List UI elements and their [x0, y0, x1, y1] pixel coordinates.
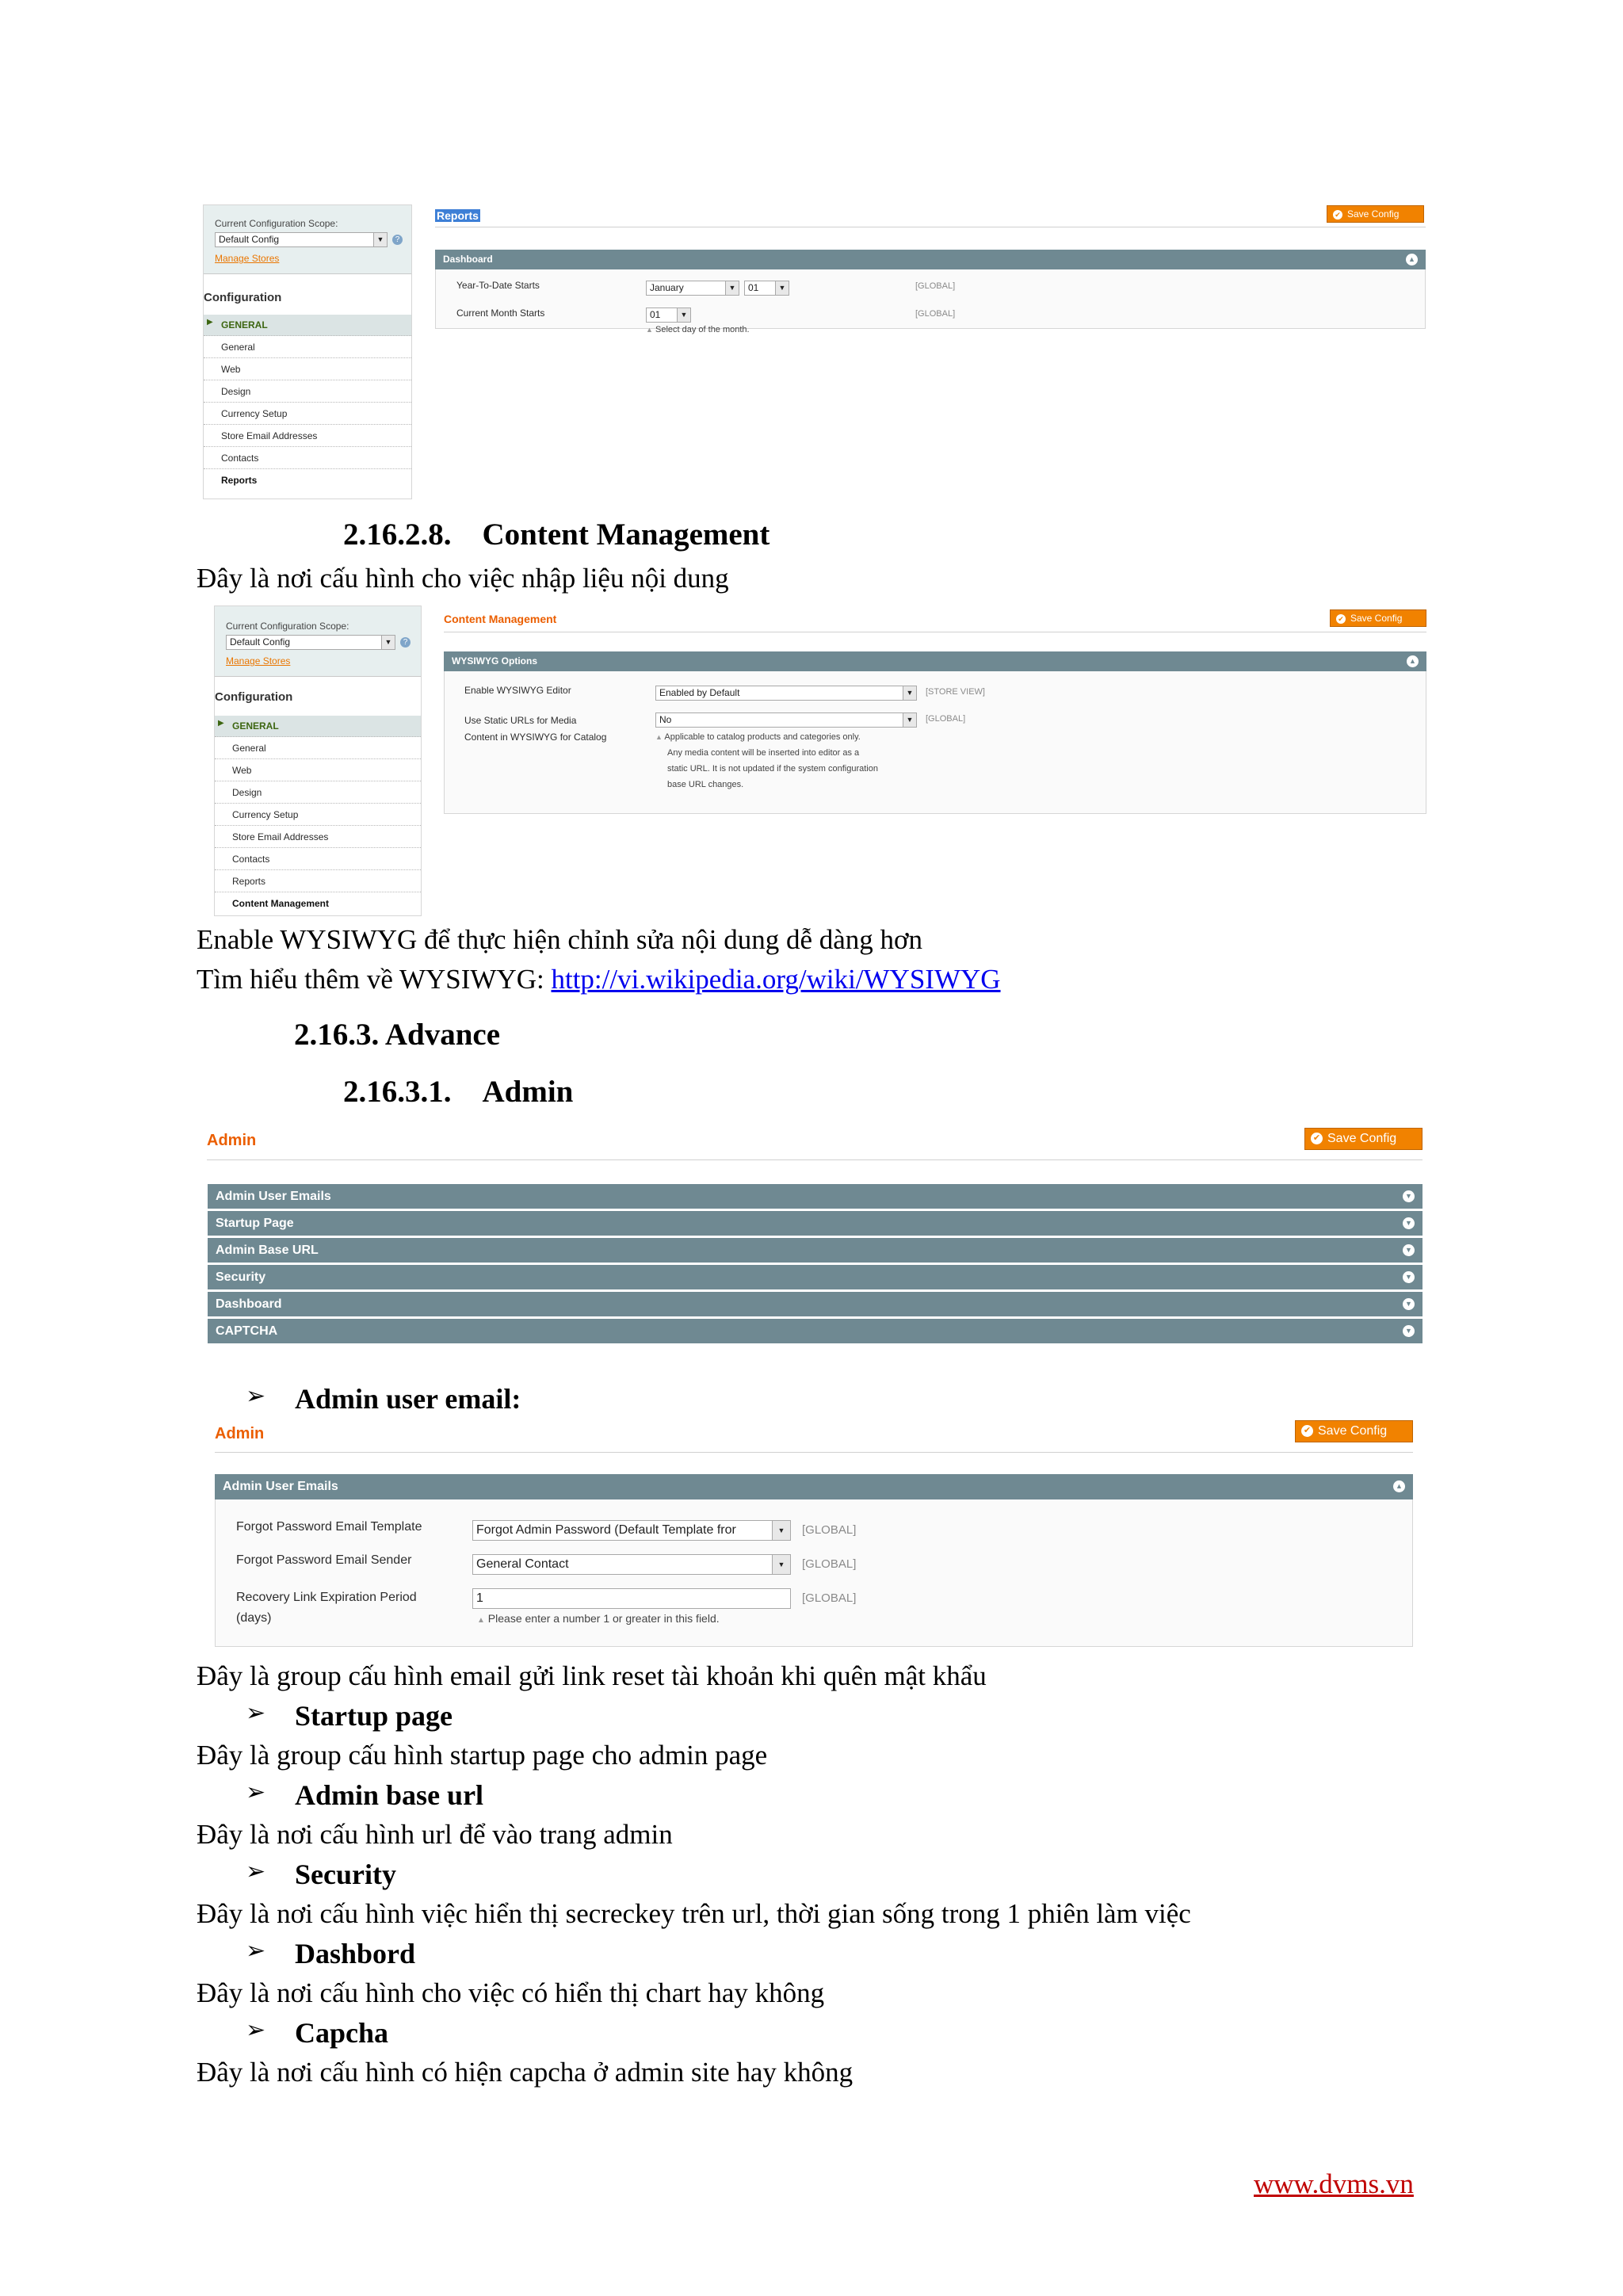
heading-admin: 2.16.3.1. Admin: [343, 1075, 574, 1109]
static-urls-value: No: [659, 714, 672, 725]
nav-item-reports[interactable]: Reports: [221, 475, 258, 486]
collapse-icon[interactable]: ▲: [1407, 655, 1419, 667]
nav-group-general[interactable]: GENERAL: [215, 716, 421, 737]
para-security: Đây là nơi cấu hình việc hiển thị secreckey trên url, thời gian sống trong 1 phiên làm việc: [197, 1898, 1191, 1929]
scope-select[interactable]: [226, 635, 395, 650]
month-day-value: 01: [650, 309, 661, 320]
nav-item-design[interactable]: Design: [215, 781, 421, 804]
nav-item-web[interactable]: Web: [215, 759, 421, 781]
field-note-static-urls: [655, 729, 878, 793]
nav-item-general[interactable]: General: [215, 737, 421, 759]
section-body: [215, 1499, 1413, 1647]
screenshot-content-management: [214, 606, 1426, 915]
para-admin-email: Đây là group cấu hình email gửi link reset tài khoản khi quên mật khẩu: [197, 1660, 987, 1691]
bullet-admin-user-email: [246, 1381, 265, 1411]
field-note-recovery: [477, 1610, 720, 1629]
section-header-dashboard[interactable]: [435, 250, 1426, 269]
para-enable-wysiwyg: Enable WYSIWYG để thực hiện chỉnh sửa nội dung dễ dàng hơn: [197, 924, 923, 955]
collapse-icon[interactable]: ▲: [1406, 254, 1418, 266]
nav-item-reports[interactable]: Reports: [215, 870, 421, 892]
note-line: static URL. It is not updated if the system configuration: [667, 764, 878, 774]
ytd-month-select[interactable]: [646, 281, 739, 296]
ytd-day-select[interactable]: [744, 281, 789, 296]
section-title: Security: [216, 1270, 266, 1284]
scope-tag-recovery: [GLOBAL]: [802, 1591, 857, 1605]
expand-icon[interactable]: ▼: [1403, 1217, 1415, 1229]
nav-item-contacts[interactable]: Contacts: [204, 447, 411, 469]
scope-switcher: [215, 606, 421, 677]
recovery-period-value: 1: [476, 1591, 483, 1605]
check-icon: ✔: [1336, 614, 1346, 624]
page-title: Admin: [207, 1132, 257, 1149]
page-title: Admin: [215, 1425, 265, 1442]
heading-advance: 2.16.3. Advance: [294, 1018, 501, 1052]
expand-icon[interactable]: ▼: [1403, 1298, 1415, 1310]
forgot-sender-select[interactable]: [472, 1554, 791, 1575]
month-day-select[interactable]: [646, 308, 691, 323]
chevron-right-icon: ▶: [218, 719, 224, 728]
para-dashboard: Đây là nơi cấu hình cho việc có hiển thị chart hay không: [197, 1977, 825, 2008]
field-label-static-urls: [464, 712, 606, 746]
ytd-month-value: January: [650, 282, 684, 293]
scope-value: Default Config: [230, 636, 291, 648]
enable-wysiwyg-select[interactable]: [655, 686, 917, 701]
field-label-recovery-period: [236, 1587, 417, 1629]
section-title: Admin User Emails: [216, 1190, 331, 1203]
field-note-month: [646, 322, 750, 338]
bullet-startup-page: [246, 1698, 265, 1728]
save-config-button[interactable]: [1304, 1128, 1423, 1150]
field-label-line: Recovery Link Expiration Period: [236, 1591, 417, 1604]
arrow-bullet-icon: ➢: [246, 1937, 266, 1965]
heading-startup-page: Startup page: [295, 1700, 453, 1732]
scope-tag-enable: [STORE VIEW]: [926, 687, 985, 697]
save-config-button[interactable]: [1330, 609, 1426, 627]
save-config-button[interactable]: [1295, 1420, 1413, 1442]
check-icon: ✔: [1333, 210, 1342, 220]
manage-stores-link[interactable]: Manage Stores: [215, 253, 280, 264]
bullet-dashboard: [246, 1935, 265, 1966]
para-captcha: Đây là nơi cấu hình có hiện capcha ở admin site hay không: [197, 2057, 854, 2088]
chevron-down-icon: ▼: [725, 281, 739, 295]
expand-icon[interactable]: ▼: [1403, 1271, 1415, 1283]
heading-admin-user-email: Admin user email:: [295, 1383, 521, 1415]
note-text: Please enter a number 1 or greater in this field.: [487, 1612, 720, 1625]
recovery-period-input[interactable]: [472, 1588, 791, 1609]
heading-security: Security: [295, 1859, 396, 1890]
nav-item-content-management[interactable]: Content Management: [232, 898, 330, 909]
nav-item-store-email-addresses[interactable]: Store Email Addresses: [204, 425, 411, 447]
field-label-enable-wysiwyg: Enable WYSIWYG Editor: [464, 685, 571, 696]
section-security[interactable]: [208, 1265, 1423, 1289]
forgot-sender-value: General Contact: [476, 1557, 569, 1571]
screenshot-admin-user-emails: [210, 1415, 1415, 1650]
heading-dashboard: Dashbord: [295, 1938, 416, 1969]
config-sidebar: [203, 204, 412, 499]
bullet-security: [246, 1856, 265, 1886]
wikipedia-link[interactable]: http://vi.wikipedia.org/wiki/WYSIWYG: [551, 964, 1001, 995]
arrow-bullet-icon: ➢: [246, 2016, 266, 2044]
scope-tag-month: [GLOBAL]: [915, 309, 956, 319]
section-header-admin-user-emails[interactable]: [215, 1474, 1413, 1499]
arrow-bullet-icon: ➢: [246, 1382, 266, 1410]
heading-content-management: 2.16.2.8. Content Management: [343, 518, 770, 552]
title-underline: [215, 1452, 1413, 1453]
section-captcha[interactable]: [208, 1319, 1423, 1343]
scope-label: Current Configuration Scope:: [215, 218, 338, 229]
expand-icon[interactable]: ▼: [1403, 1325, 1415, 1337]
nav-item-web[interactable]: Web: [204, 358, 411, 380]
help-icon[interactable]: ?: [392, 235, 403, 245]
configuration-title: Configuration: [204, 291, 282, 304]
check-icon: ✔: [1311, 1133, 1323, 1144]
heading-captcha: Capcha: [295, 2017, 389, 2049]
note-arrow-icon: ▲: [477, 1616, 485, 1625]
help-icon[interactable]: ?: [400, 637, 411, 648]
nav-item-design[interactable]: Design: [204, 380, 411, 403]
config-nav: [215, 716, 421, 915]
forgot-template-select[interactable]: [472, 1520, 791, 1541]
nav-item-contacts[interactable]: Contacts: [215, 848, 421, 870]
save-label: Save Config: [1347, 208, 1400, 220]
chevron-down-icon: ▼: [677, 308, 690, 322]
scope-select[interactable]: [215, 232, 388, 247]
nav-group-general[interactable]: GENERAL: [204, 315, 411, 336]
section-title: WYSIWYG Options: [452, 655, 537, 667]
save-label: Save Config: [1318, 1424, 1388, 1438]
config-nav: [204, 315, 411, 491]
chevron-down-icon: ▼: [903, 686, 916, 700]
save-label: Save Config: [1327, 1132, 1397, 1145]
enable-wysiwyg-value: Enabled by Default: [659, 687, 740, 698]
note-line: Applicable to catalog products and categories only.: [664, 732, 861, 742]
arrow-bullet-icon: ➢: [246, 1699, 266, 1727]
scope-tag-template: [GLOBAL]: [802, 1523, 857, 1537]
section-admin-base-url[interactable]: [208, 1238, 1423, 1263]
section-title: Dashboard: [216, 1297, 282, 1311]
chevron-right-icon: ▶: [207, 318, 213, 327]
scope-tag-ytd: [GLOBAL]: [915, 281, 956, 291]
check-icon: ✔: [1301, 1425, 1313, 1437]
ytd-day-value: 01: [748, 282, 759, 293]
field-label-ytd: Year-To-Date Starts: [456, 280, 540, 291]
section-admin-user-emails[interactable]: [208, 1184, 1423, 1209]
manage-stores-link[interactable]: Manage Stores: [226, 655, 291, 667]
note-text: Select day of the month.: [655, 325, 750, 334]
chevron-down-icon: ▼: [903, 713, 916, 727]
collapse-icon[interactable]: ▲: [1393, 1480, 1405, 1492]
title-underline: [207, 1159, 1423, 1160]
page-title: Reports: [437, 209, 479, 222]
para-admin-base-url: Đây là nơi cấu hình url để vào trang admin: [197, 1819, 673, 1850]
note-line: Any media content will be inserted into editor as a: [667, 748, 860, 758]
nav-item-store-email-addresses[interactable]: Store Email Addresses: [215, 826, 421, 848]
section-body: [444, 671, 1426, 814]
screenshot-reports: [203, 203, 1425, 501]
chevron-down-icon: ▼: [381, 636, 395, 649]
arrow-bullet-icon: ➢: [246, 1858, 266, 1885]
scope-tag-sender: [GLOBAL]: [802, 1557, 857, 1571]
static-urls-select[interactable]: [655, 712, 917, 728]
save-label: Save Config: [1350, 613, 1403, 624]
forgot-template-value: Forgot Admin Password (Default Template fror: [476, 1523, 736, 1537]
nav-item-currency-setup[interactable]: Currency Setup: [215, 804, 421, 826]
nav-item-general[interactable]: General: [204, 336, 411, 358]
expand-icon[interactable]: ▼: [1403, 1244, 1415, 1256]
note-arrow-icon: ▲: [646, 326, 653, 334]
save-config-button[interactable]: [1327, 205, 1424, 223]
configuration-title: Configuration: [215, 690, 293, 704]
heading-admin-base-url: Admin base url: [295, 1779, 484, 1811]
config-sidebar: [214, 606, 422, 916]
section-dashboard[interactable]: [208, 1292, 1423, 1316]
scope-tag-static: [GLOBAL]: [926, 714, 966, 724]
footer-website-link[interactable]: www.dvms.vn: [1254, 2168, 1414, 2199]
chevron-down-icon: ▼: [373, 233, 387, 246]
field-label-month: Current Month Starts: [456, 308, 545, 319]
nav-item-currency-setup[interactable]: Currency Setup: [204, 403, 411, 425]
section-header-wysiwyg[interactable]: [444, 651, 1426, 671]
section-title: Admin Base URL: [216, 1244, 319, 1257]
bullet-captcha: [246, 2015, 265, 2045]
para-learn-more: [197, 962, 1001, 997]
section-list: [208, 1184, 1423, 1343]
para-content-management: Đây là nơi cấu hình cho việc nhập liệu nội dung: [197, 563, 729, 594]
para-startup-page: Đây là group cấu hình startup page cho admin page: [197, 1740, 768, 1771]
field-label-forgot-template: Forgot Password Email Template: [236, 1520, 422, 1534]
section-title: CAPTCHA: [216, 1324, 278, 1338]
scope-switcher: [204, 205, 411, 274]
chevron-down-icon: ▼: [775, 281, 789, 295]
section-body: [435, 269, 1426, 334]
field-label-line: Use Static URLs for Media: [464, 715, 577, 726]
arrow-bullet-icon: ➢: [246, 1778, 266, 1806]
chevron-down-icon: ▼: [772, 1521, 790, 1540]
bullet-admin-base-url: [246, 1777, 265, 1807]
section-title: Startup Page: [216, 1217, 294, 1230]
note-line: base URL changes.: [667, 780, 744, 789]
field-label-line: (days): [236, 1611, 272, 1625]
note-arrow-icon: ▲: [655, 733, 663, 741]
section-startup-page[interactable]: [208, 1211, 1423, 1236]
chevron-down-icon: ▼: [772, 1555, 790, 1574]
para-learn-prefix: Tìm hiểu thêm về WYSIWYG:: [197, 964, 552, 995]
scope-label: Current Configuration Scope:: [226, 621, 349, 632]
expand-icon[interactable]: ▼: [1403, 1190, 1415, 1202]
page-title: Content Management: [444, 613, 557, 625]
field-label-line: Content in WYSIWYG for Catalog: [464, 732, 607, 743]
field-label-forgot-sender: Forgot Password Email Sender: [236, 1553, 412, 1567]
section-title: Dashboard: [443, 254, 493, 265]
section-title: Admin User Emails: [223, 1480, 338, 1493]
screenshot-admin-sections: [203, 1124, 1425, 1338]
scope-value: Default Config: [219, 234, 280, 245]
